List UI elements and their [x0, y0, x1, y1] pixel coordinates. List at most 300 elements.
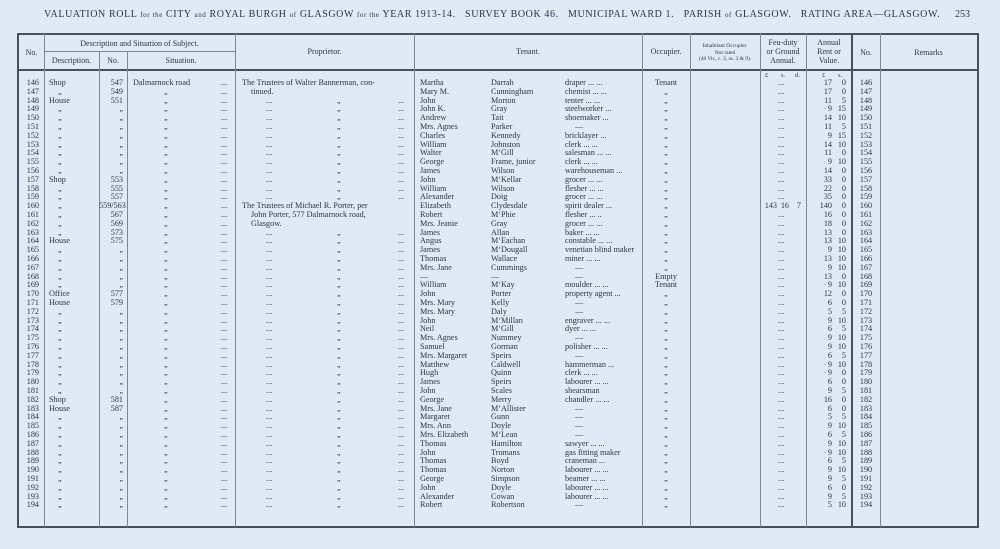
- proprietor-dots: ...: [266, 394, 273, 404]
- rent-pounds: 9: [827, 280, 832, 290]
- house-number: „: [119, 430, 123, 439]
- description: „: [58, 438, 62, 448]
- row-number-right: 153: [859, 139, 873, 149]
- tenant-first-name: Robert: [420, 500, 443, 510]
- situation-dots: ...: [221, 254, 228, 263]
- row-number-right: 176: [859, 342, 873, 351]
- proprietor-ditto: „: [337, 394, 341, 404]
- situation: „: [164, 271, 168, 281]
- house-number: „: [119, 438, 123, 448]
- situation: „: [164, 95, 168, 105]
- proprietor-dots: ...: [266, 465, 273, 475]
- tenant-occupation: —: [575, 500, 584, 510]
- tenant-occupation: flesher ... ...: [565, 183, 604, 193]
- situation-dots: ...: [221, 245, 228, 255]
- occupier: „: [664, 500, 668, 510]
- description: „: [58, 157, 62, 167]
- house-number: „: [119, 421, 123, 431]
- situation-dots: ...: [221, 421, 228, 431]
- situation-dots: ...: [221, 236, 228, 246]
- house-number: 559/563: [99, 201, 126, 211]
- situation: „: [164, 201, 168, 211]
- row-number-right: 192: [859, 482, 873, 492]
- row-number-right: 184: [859, 412, 873, 422]
- proprietor-dots: ...: [266, 104, 273, 114]
- description: „: [58, 192, 62, 202]
- tenant-surname: Kennedy: [491, 130, 521, 140]
- proprietor-ditto: „: [337, 350, 341, 360]
- tenant-surname: Merry: [491, 394, 512, 404]
- proprietor-dots: ...: [266, 139, 273, 149]
- description: „: [58, 148, 62, 158]
- occupier: „: [664, 95, 668, 105]
- proprietor-ditto: „: [337, 377, 341, 387]
- rent-pounds: 16: [823, 210, 832, 219]
- rent-pounds: 22: [823, 183, 832, 193]
- tenant-occupation: chemist ... ...: [565, 86, 607, 96]
- rent-shillings: 10: [837, 438, 846, 448]
- occupier: „: [664, 333, 668, 343]
- proprietor-dots: ...: [266, 430, 273, 439]
- situation: „: [164, 482, 168, 492]
- tenant-first-name: John: [420, 174, 436, 184]
- description: „: [58, 113, 62, 123]
- proprietor-dots: ...: [398, 500, 405, 510]
- proprietor-dots: ...: [398, 122, 405, 131]
- table-row: [0, 245, 1000, 254]
- row-number: 177: [26, 350, 39, 360]
- house-number: 553: [110, 174, 123, 184]
- proprietor-dots: ...: [398, 298, 405, 307]
- rent-pounds: 11: [824, 122, 832, 131]
- tenant-surname: Wilson: [491, 183, 515, 193]
- situation: Dalmarnock road: [133, 78, 191, 87]
- tenant-surname: M‘Millan: [491, 315, 523, 325]
- tenant-first-name: John: [420, 95, 436, 105]
- table-row: [0, 351, 1000, 360]
- row-number: 188: [26, 447, 39, 457]
- tenant-occupation: —: [575, 412, 584, 422]
- tenant-first-name: John: [420, 289, 436, 299]
- feu-duty: ...: [778, 236, 785, 246]
- tenant-occupation: chandler ... ...: [565, 394, 610, 404]
- row-number-right: 149: [859, 104, 873, 114]
- proprietor-dots: ...: [398, 333, 405, 343]
- situation: „: [164, 306, 168, 316]
- proprietor-dots: ...: [398, 491, 405, 501]
- situation: „: [164, 139, 168, 149]
- header-feu-duty: Feu-duty or Ground Annual.: [766, 38, 800, 65]
- proprietor-dots: ...: [398, 342, 405, 351]
- row-number: 157: [26, 174, 39, 184]
- row-number-right: 183: [859, 403, 873, 413]
- occupier: „: [664, 86, 668, 96]
- rent-pounds: 9: [827, 438, 832, 448]
- tenant-surname: Allan: [491, 227, 510, 237]
- proprietor-bannerman: The Trustees of Walter Bannerman, con- tinued.: [242, 78, 375, 96]
- row-number-right: 166: [859, 254, 873, 263]
- situation-dots: ...: [221, 139, 228, 149]
- proprietor-ditto: „: [337, 421, 341, 431]
- house-number: 557: [110, 192, 123, 202]
- feu-duty: ...: [778, 421, 785, 431]
- proprietor-dots: ...: [398, 262, 405, 272]
- table-row: [0, 236, 1000, 245]
- page-title: VALUATION ROLL for the CITY and ROYAL BURGH of GLASGOW for the YEAR 1913-14. SURVEY BOOK 46. MUNICIPAL WARD 1. PARISH of GLASGOW. RATING AREA—GLASGOW.: [44, 9, 941, 20]
- proprietor-dots: ...: [398, 289, 405, 299]
- feu-duty: ...: [778, 386, 785, 395]
- tenant-surname: Johnston: [491, 139, 521, 149]
- tenant-surname: M‘Kellar: [491, 174, 522, 184]
- row-number-right: 146: [859, 78, 873, 87]
- rent-pounds: 6: [827, 403, 832, 413]
- row-number: 176: [26, 342, 39, 351]
- proprietor-dots: ...: [266, 236, 273, 246]
- tenant-occupation: salesman ... ...: [565, 148, 612, 158]
- tenant-first-name: Mrs. Mary: [420, 306, 456, 316]
- page-number: 253: [955, 9, 970, 20]
- occupier: „: [664, 324, 668, 334]
- feu-duty: ...: [778, 324, 785, 334]
- proprietor-ditto: „: [337, 474, 341, 483]
- occupier: „: [664, 386, 668, 395]
- rent-shillings: 5: [841, 430, 846, 439]
- proprietor-dots: ...: [398, 412, 405, 422]
- proprietor-dots: ...: [266, 262, 273, 272]
- occupier: „: [664, 210, 668, 219]
- feu-duty: ...: [778, 183, 785, 193]
- header-no: No.: [25, 48, 38, 57]
- rent-shillings: 10: [837, 333, 846, 343]
- description: House: [49, 95, 70, 105]
- rent-shillings: 0: [841, 482, 846, 492]
- tenant-surname: M‘Gill: [491, 148, 514, 158]
- house-number: „: [119, 342, 123, 351]
- house-number: „: [119, 491, 123, 501]
- row-number: 171: [26, 298, 39, 307]
- header-description: Description.: [51, 56, 92, 65]
- proprietor-ditto: „: [337, 359, 341, 369]
- house-number: „: [119, 280, 123, 290]
- description: House: [49, 403, 70, 413]
- situation: „: [164, 166, 168, 175]
- proprietor-ditto: „: [337, 465, 341, 475]
- tenant-occupation: dyer ... ...: [565, 324, 596, 334]
- tenant-first-name: Mrs. Elizabeth: [420, 430, 469, 439]
- situation: „: [164, 474, 168, 483]
- row-number-right: 178: [859, 359, 873, 369]
- proprietor-dots: ...: [266, 324, 273, 334]
- proprietor-ditto: „: [337, 430, 341, 439]
- proprietor-ditto: „: [337, 289, 341, 299]
- house-number: 569: [110, 218, 123, 228]
- house-number: „: [119, 139, 123, 149]
- proprietor-dots: ...: [266, 254, 273, 263]
- situation-dots: ...: [221, 271, 228, 281]
- tenant-occupation: draper ... ...: [565, 78, 603, 87]
- description: „: [58, 122, 62, 131]
- tenant-first-name: William: [420, 139, 447, 149]
- rent-pounds: 33: [823, 174, 832, 184]
- feu-duty: ...: [778, 245, 785, 255]
- row-number: 186: [26, 430, 39, 439]
- situation-dots: ...: [221, 95, 228, 105]
- proprietor-dots: ...: [266, 271, 273, 281]
- description: Shop: [49, 394, 66, 404]
- rent-pounds: 9: [827, 421, 832, 431]
- situation-dots: ...: [221, 218, 228, 228]
- rent-shillings: 5: [841, 306, 846, 316]
- occupier: „: [664, 359, 668, 369]
- rent-shillings: 0: [841, 78, 846, 87]
- house-number: „: [119, 113, 123, 123]
- proprietor-dots: ...: [266, 386, 273, 395]
- tenant-first-name: Walter: [420, 148, 442, 158]
- rent-pounds: 17: [823, 78, 832, 87]
- tenant-occupation: —: [575, 403, 584, 413]
- situation: „: [164, 192, 168, 202]
- description: „: [58, 491, 62, 501]
- row-number: 168: [26, 271, 39, 281]
- proprietor-ditto: „: [337, 412, 341, 422]
- tenant-occupation: clerk ... ...: [565, 368, 598, 378]
- situation: „: [164, 122, 168, 131]
- description: „: [58, 210, 62, 219]
- feu-pence: 7: [796, 201, 801, 211]
- situation: „: [164, 315, 168, 325]
- row-number: 160: [26, 201, 39, 211]
- tenant-surname: Tait: [491, 113, 504, 123]
- rent-shillings: 15: [837, 104, 846, 114]
- proprietor-ditto: „: [337, 306, 341, 316]
- rent-shillings: 5: [841, 491, 846, 501]
- rent-shillings: 0: [841, 174, 846, 184]
- situation: „: [164, 227, 168, 237]
- occupier: „: [664, 139, 668, 149]
- situation-dots: ...: [221, 201, 228, 211]
- table-row: [0, 140, 1000, 149]
- tenant-surname: Caldwell: [491, 359, 521, 369]
- occupier: „: [664, 227, 668, 237]
- row-number-right: 180: [859, 377, 873, 387]
- house-number: „: [119, 350, 123, 360]
- table-row: [0, 184, 1000, 193]
- table-row: [0, 360, 1000, 369]
- situation-dots: ...: [221, 289, 228, 299]
- proprietor-ditto: „: [337, 95, 341, 105]
- tenant-occupation: labourer ... ...: [565, 491, 609, 501]
- description: „: [58, 218, 62, 228]
- proprietor-dots: ...: [398, 130, 405, 140]
- proprietor-dots: ...: [266, 289, 273, 299]
- proprietor-ditto: „: [337, 491, 341, 501]
- proprietor-dots: ...: [398, 350, 405, 360]
- feu-duty: ...: [778, 218, 785, 228]
- table-row: [0, 219, 1000, 228]
- occupier: „: [664, 394, 668, 404]
- feu-duty: ...: [778, 377, 785, 387]
- house-number: „: [119, 386, 123, 395]
- occupier: „: [664, 482, 668, 492]
- occupier: „: [664, 236, 668, 246]
- table-row: [0, 404, 1000, 413]
- header-occupier: Occupier.: [650, 47, 682, 56]
- tenant-occupation: —: [575, 306, 584, 316]
- rent-pounds: 6: [827, 482, 832, 492]
- tenant-surname: Gunn: [491, 412, 510, 422]
- feu-duty: ...: [778, 95, 785, 105]
- situation-dots: ...: [221, 122, 228, 131]
- tenant-first-name: Robert: [420, 210, 443, 219]
- tenant-surname: Doig: [491, 192, 508, 202]
- tenant-surname: M‘Dougall: [491, 245, 528, 255]
- feu-duty: ...: [778, 482, 785, 492]
- row-number-right: 172: [859, 306, 873, 316]
- tenant-occupation: property agent ...: [565, 289, 621, 299]
- row-number-right: 188: [859, 447, 873, 457]
- situation: „: [164, 386, 168, 395]
- house-number: „: [119, 412, 123, 422]
- house-number: „: [119, 254, 123, 263]
- proprietor-dots: ...: [398, 280, 405, 290]
- house-number: „: [119, 447, 123, 457]
- house-number: „: [119, 245, 123, 255]
- house-number: „: [119, 474, 123, 483]
- situation: „: [164, 430, 168, 439]
- situation-dots: ...: [221, 227, 228, 237]
- situation-dots: ...: [221, 403, 228, 413]
- rent-pounds: 140: [819, 201, 832, 211]
- table-row: [0, 465, 1000, 474]
- row-number: 185: [26, 421, 39, 431]
- row-number-right: 171: [859, 298, 873, 307]
- row-number: 153: [26, 139, 39, 149]
- rent-shillings: 10: [837, 359, 846, 369]
- feu-duty: ...: [778, 148, 785, 158]
- tenant-surname: Robertson: [491, 500, 525, 510]
- feu-duty: ...: [778, 333, 785, 343]
- situation: „: [164, 342, 168, 351]
- proprietor-dots: ...: [398, 456, 405, 466]
- rent-shillings: 5: [841, 95, 846, 105]
- occupier: „: [664, 166, 668, 175]
- proprietor-dots: ...: [266, 157, 273, 167]
- feu-duty: ...: [778, 227, 785, 237]
- row-number: 159: [26, 192, 39, 202]
- tenant-occupation: venetian blind maker: [565, 245, 635, 255]
- tenant-first-name: Mrs. Margaret: [420, 350, 468, 360]
- row-number-right: 165: [859, 245, 873, 255]
- proprietor-dots: ...: [398, 254, 405, 263]
- proprietor-dots: ...: [266, 474, 273, 483]
- feu-duty: ...: [778, 113, 785, 123]
- situation-dots: ...: [221, 130, 228, 140]
- occupier: „: [664, 245, 668, 255]
- tenant-surname: Tromans: [491, 447, 520, 457]
- tenant-first-name: John: [420, 482, 436, 492]
- house-number: „: [119, 482, 123, 492]
- table-row: [0, 78, 1000, 87]
- tenant-surname: Gorman: [491, 342, 518, 351]
- situation: „: [164, 438, 168, 448]
- occupier: „: [664, 254, 668, 263]
- tenant-first-name: Thomas: [420, 438, 447, 448]
- row-number: 146: [26, 78, 39, 87]
- occupier: „: [664, 412, 668, 422]
- rent-shillings: 0: [841, 394, 846, 404]
- proprietor-dots: ...: [266, 130, 273, 140]
- tenant-first-name: Mary M.: [420, 86, 450, 96]
- proprietor-ditto: „: [337, 342, 341, 351]
- proprietor-dots: ...: [398, 271, 405, 281]
- proprietor-dots: ...: [266, 377, 273, 387]
- situation-dots: ...: [221, 474, 228, 483]
- situation: „: [164, 465, 168, 475]
- proprietor-dots: ...: [266, 227, 273, 237]
- row-number-right: 186: [859, 430, 873, 439]
- tenant-occupation: constable ... ...: [565, 236, 613, 246]
- row-number-right: 168: [859, 271, 873, 281]
- row-number-right: 159: [859, 192, 873, 202]
- description: „: [58, 333, 62, 343]
- tenant-surname: Doyle: [491, 482, 512, 492]
- feu-duty: ...: [778, 465, 785, 475]
- proprietor-dots: ...: [398, 183, 405, 193]
- situation-dots: ...: [221, 210, 228, 219]
- rent-shillings: 0: [841, 148, 846, 158]
- proprietor-ditto: „: [337, 192, 341, 202]
- proprietor-ditto: „: [337, 315, 341, 325]
- situation-dots: ...: [221, 174, 228, 184]
- table-row: [0, 500, 1000, 509]
- row-number-right: 173: [859, 315, 873, 325]
- row-number: 172: [26, 306, 39, 316]
- row-number-right: 164: [859, 236, 873, 246]
- house-number: „: [119, 130, 123, 140]
- tenant-occupation: hammerman ...: [565, 359, 615, 369]
- row-number: 179: [26, 368, 39, 378]
- situation-dots: ...: [221, 359, 228, 369]
- situation-dots: ...: [221, 192, 228, 202]
- situation-dots: ...: [221, 342, 228, 351]
- situation-dots: ...: [221, 298, 228, 307]
- house-number: „: [119, 271, 123, 281]
- tenant-first-name: Alexander: [420, 491, 455, 501]
- situation: „: [164, 333, 168, 343]
- rent-shillings: 15: [837, 130, 846, 140]
- rent-pounds: 9: [827, 359, 832, 369]
- occupier: Tenant: [654, 280, 678, 290]
- feu-unit-shillings: s.: [781, 72, 786, 79]
- occupier: „: [664, 201, 668, 211]
- house-number: 575: [110, 236, 123, 246]
- feu-unit-pounds: £: [765, 72, 769, 79]
- rent-pounds: 13: [823, 271, 832, 281]
- occupier: „: [664, 403, 668, 413]
- rent-pounds: 9: [827, 245, 832, 255]
- proprietor-ditto: „: [337, 280, 341, 290]
- rent-pounds: 9: [827, 130, 832, 140]
- row-number-right: 150: [859, 113, 873, 123]
- rent-shillings: 10: [837, 280, 846, 290]
- rent-shillings: 0: [841, 166, 846, 175]
- occupier: Empty: [655, 271, 677, 281]
- rent-pounds: 14: [823, 166, 832, 175]
- situation-dots: ...: [221, 166, 228, 175]
- tenant-occupation: grocer ... ...: [565, 174, 603, 184]
- row-number: 169: [26, 280, 39, 290]
- occupier: „: [664, 430, 668, 439]
